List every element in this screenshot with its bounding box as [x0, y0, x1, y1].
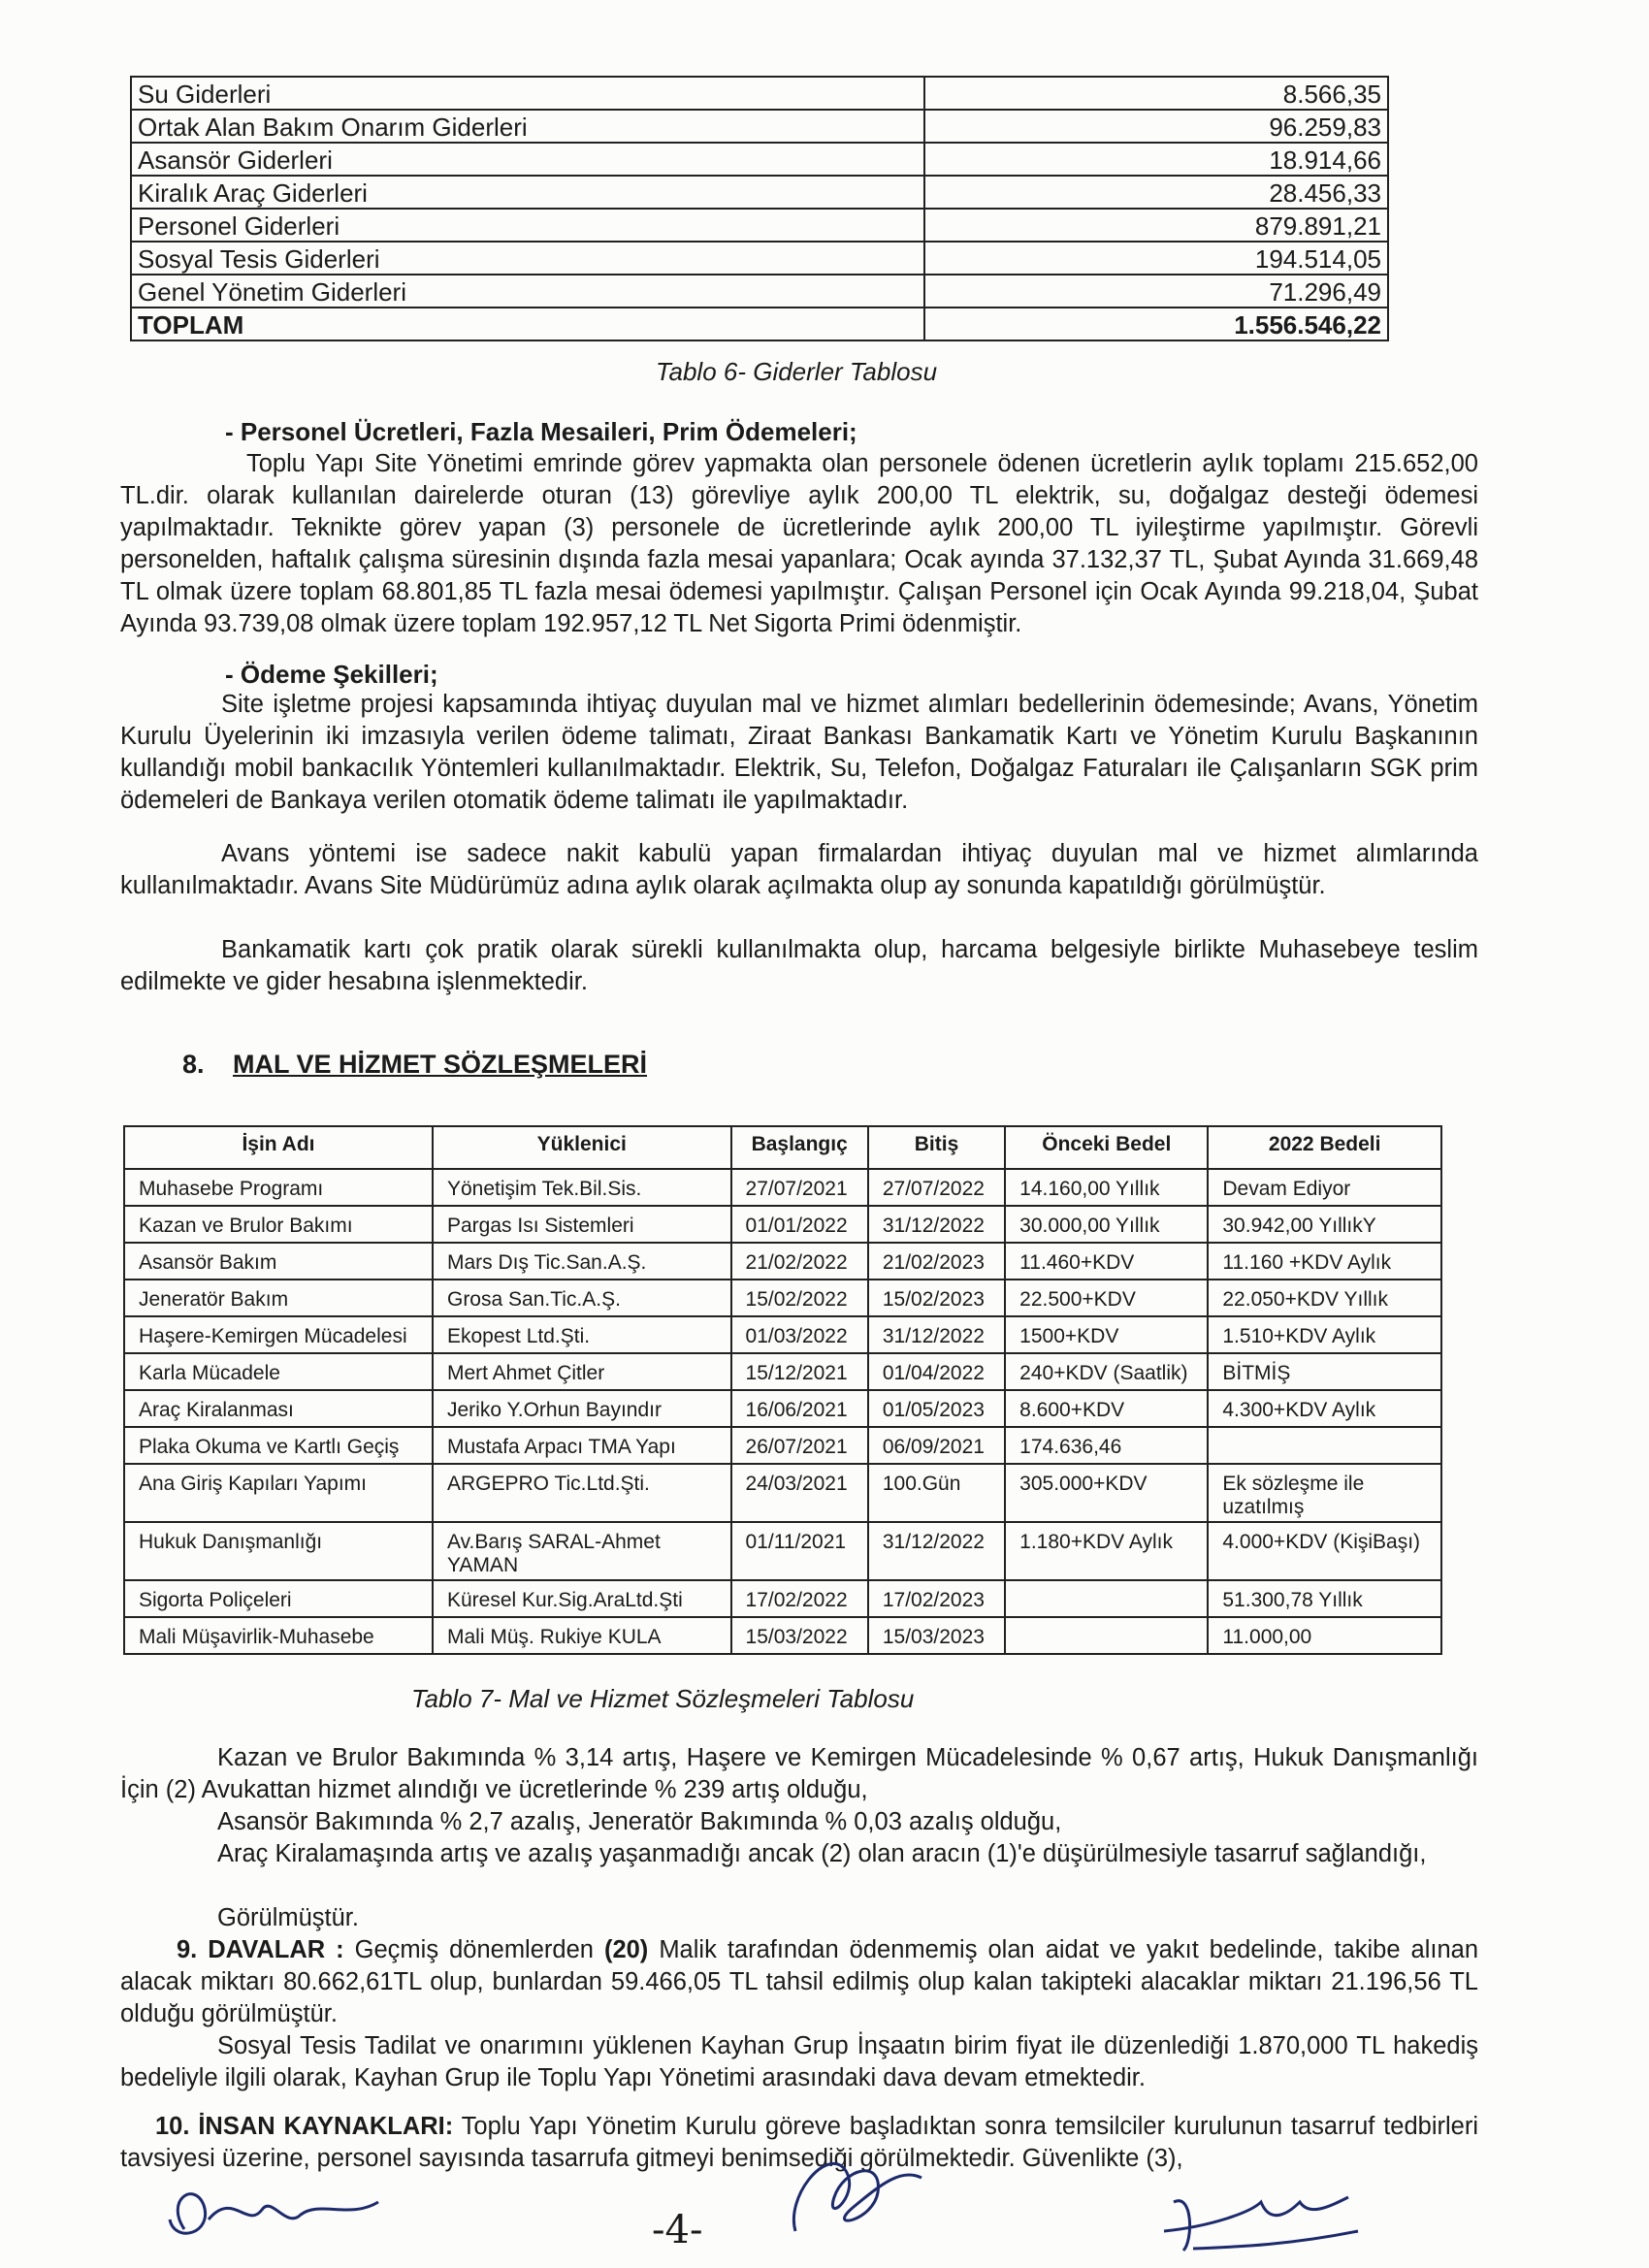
- payment-p3-text: Bankamatik kartı çok pratik olarak sürekli kullanılmakta olup, harcama belgesiyle birlikte Muhasebeye teslim edilmekte ve gider hesabına işlenmektedir.: [120, 936, 1478, 995]
- contract-row: [124, 1206, 1441, 1243]
- contract-cell: 01/04/2022: [868, 1353, 1005, 1390]
- contract-cell: Ana Giriş Kapıları Yapımı: [124, 1464, 433, 1522]
- personnel-heading: - Personel Ücretleri, Fazla Mesaileri, Prim Ödemeleri;: [225, 417, 857, 446]
- changes-paragraph-4: [120, 1902, 1478, 1934]
- contract-row: [124, 1169, 1441, 1206]
- contract-cell: 11.160 +KDV Aylık: [1208, 1243, 1441, 1280]
- contract-cell: Pargas Isı Sistemleri: [433, 1206, 731, 1243]
- contract-cell: Araç Kiralanması: [124, 1390, 433, 1427]
- expense-row: [131, 209, 1388, 242]
- contract-cell: [1005, 1580, 1208, 1617]
- contract-cell: 30.000,00 Yıllık: [1005, 1206, 1208, 1243]
- contract-cell: 11.000,00: [1208, 1617, 1441, 1654]
- payment-heading: - Ödeme Şekilleri;: [225, 660, 438, 689]
- section8-heading: MAL VE HİZMET SÖZLEŞMELERİ: [233, 1050, 648, 1079]
- contract-cell: 11.460+KDV: [1005, 1243, 1208, 1280]
- contract-cell: Mert Ahmet Çitler: [433, 1353, 731, 1390]
- expense-name: Su Giderleri: [131, 77, 924, 110]
- changes-p2-text: Asansör Bakımında % 2,7 azalış, Jeneratör Bakımında % 0,03 azalış olduğu,: [217, 1808, 1062, 1835]
- table7-caption: Tablo 7- Mal ve Hizmet Sözleşmeleri Tablosu: [411, 1684, 915, 1713]
- contract-cell: Mali Müş. Rukiye KULA: [433, 1617, 731, 1654]
- section10-label: 10. İNSAN KAYNAKLARI:: [155, 2113, 454, 2140]
- expense-value: 71.296,49: [924, 275, 1388, 308]
- payment-paragraph-2: [120, 838, 1478, 902]
- contract-cell: 14.160,00 Yıllık: [1005, 1169, 1208, 1206]
- contract-cell: 51.300,78 Yıllık: [1208, 1580, 1441, 1617]
- contract-cell: [1208, 1427, 1441, 1464]
- section10-text: Toplu Yapı Yönetim Kurulu göreve başladıktan sonra temsilciler kurulunun tasarruf tedbirleri tavsiyesi üzerine, personel sayısında tasarrufa gitmeyi benimsediği görülmektedir. Güvenlikte (3),: [120, 2113, 1478, 2172]
- contracts-header-cell: 2022 Bedeli: [1208, 1126, 1441, 1169]
- contract-cell: 1.510+KDV Aylık: [1208, 1316, 1441, 1353]
- contract-cell: Av.Barış SARAL-Ahmet YAMAN: [433, 1522, 731, 1580]
- section8-number: 8.: [182, 1050, 205, 1079]
- contract-cell: Yönetişim Tek.Bil.Sis.: [433, 1169, 731, 1206]
- contract-row: [124, 1427, 1441, 1464]
- expense-name: Ortak Alan Bakım Onarım Giderleri: [131, 110, 924, 143]
- contract-cell: 16/06/2021: [731, 1390, 868, 1427]
- contracts-header-cell: Başlangıç: [731, 1126, 868, 1169]
- contract-cell: 01/01/2022: [731, 1206, 868, 1243]
- contract-cell: 15/03/2022: [731, 1617, 868, 1654]
- expense-row: [131, 275, 1388, 308]
- changes-p1-text: Kazan ve Brulor Bakımında % 3,14 artış, Haşere ve Kemirgen Mücadelesinde % 0,67 artış, Hukuk Danışmanlığı İçin (2) Avukattan hizmet alındığı ve ücretlerinde % 239 artış olduğu,: [120, 1744, 1478, 1803]
- contract-cell: Sigorta Poliçeleri: [124, 1580, 433, 1617]
- expense-value: 8.566,35: [924, 77, 1388, 110]
- contract-cell: 240+KDV (Saatlik): [1005, 1353, 1208, 1390]
- expense-value: 28.456,33: [924, 176, 1388, 209]
- contract-cell: BİTMİŞ: [1208, 1353, 1441, 1390]
- expense-value: 96.259,83: [924, 110, 1388, 143]
- expense-row: [131, 77, 1388, 110]
- payment-p2-text: Avans yöntemi ise sadece nakit kabulü yapan firmalardan ihtiyaç duyulan mal ve hizmet alımlarında kullanılmaktadır. Avans Site Müdürümüz adına aylık olarak açılmakta olup ay sonunda kapatıldığı görülmüştür.: [120, 840, 1478, 899]
- signature-middle: [766, 2139, 960, 2246]
- contract-cell: Mars Dış Tic.San.A.Ş.: [433, 1243, 731, 1280]
- payment-p1-text: Site işletme projesi kapsamında ihtiyaç duyulan mal ve hizmet alımları bedellerinin ödemesinde; Avans, Yönetim Kurulu Üyelerinin iki imzasıyla verilen ödeme talimatı, Ziraat Bankası Bankamatik Kartı ve Yönetim Kurulu Başkanının kullandığı mobil bankacılık Yöntemleri kullanılmaktadır. Elektrik, Su, Telefon, Doğalgaz Faturaları ile Çalışanların SGK prim ödemeleri de Bankaya verilen otomatik ödeme talimatı ile yapılmaktadır.: [120, 691, 1478, 814]
- contract-cell: 01/05/2023: [868, 1390, 1005, 1427]
- signature-left: [155, 2161, 407, 2249]
- personnel-body: Toplu Yapı Site Yönetimi emrinde görev yapmakta olan personele ödenen ücretlerin aylık toplamı 215.652,00 TL.dir. olarak kullanılan dairelerde oturan (13) görevliye aylık 200,00 TL elektrik, su, doğalgaz desteği ödemesi yapılmaktadır. Teknikte görev yapan (3) personele de ücretlerinde aylık 200,00 TL iyileştirme yapılmıştır. Görevli personelden, haftalık çalışma süresinin dışında fazla mesai yapanlara; Ocak ayında 37.132,37 TL, Şubat Ayında 31.669,48 TL olmak üzere toplam 68.801,85 TL fazla mesai ödemesi yapılmıştır. Çalışan Personel için Ocak Ayında 99.218,04, Şubat Ayında 93.739,08 olmak üzere toplam 192.957,12 TL Net Sigorta Primi ödenmiştir.: [120, 450, 1478, 637]
- contracts-header-cell: İşin Adı: [124, 1126, 433, 1169]
- expense-total-row: [131, 308, 1388, 340]
- contract-cell: Mustafa Arpacı TMA Yapı: [433, 1427, 731, 1464]
- contract-cell: 26/07/2021: [731, 1427, 868, 1464]
- personnel-paragraph: [120, 448, 1478, 640]
- expense-name: Asansör Giderleri: [131, 143, 924, 176]
- expense-value: 194.514,05: [924, 242, 1388, 275]
- expense-name: Genel Yönetim Giderleri: [131, 275, 924, 308]
- contract-row: [124, 1390, 1441, 1427]
- contract-cell: 15/03/2023: [868, 1617, 1005, 1654]
- expense-row: [131, 242, 1388, 275]
- expense-total-value: 1.556.546,22: [924, 308, 1388, 340]
- contract-cell: 27/07/2021: [731, 1169, 868, 1206]
- contract-cell: 15/02/2022: [731, 1280, 868, 1316]
- contract-row: [124, 1280, 1441, 1316]
- contracts-header-cell: Yüklenici: [433, 1126, 731, 1169]
- contract-cell: Haşere-Kemirgen Mücadelesi: [124, 1316, 433, 1353]
- expense-row: [131, 143, 1388, 176]
- contract-cell: Grosa San.Tic.A.Ş.: [433, 1280, 731, 1316]
- changes-paragraph-1: [120, 1742, 1478, 1806]
- table6-caption: Tablo 6- Giderler Tablosu: [656, 357, 938, 386]
- section9-text-a: Geçmiş dönemlerden: [343, 1936, 604, 1963]
- contracts-header-row: [124, 1126, 1441, 1169]
- section8-title: [182, 1050, 647, 1080]
- section9-count: (20): [603, 1936, 649, 1963]
- contract-cell: 4.300+KDV Aylık: [1208, 1390, 1441, 1427]
- contract-cell: 15/02/2023: [868, 1280, 1005, 1316]
- contract-row: [124, 1243, 1441, 1280]
- contract-cell: 17/02/2023: [868, 1580, 1005, 1617]
- contract-cell: Plaka Okuma ve Kartlı Geçiş: [124, 1427, 433, 1464]
- contract-cell: 21/02/2022: [731, 1243, 868, 1280]
- payment-paragraph-3: [120, 934, 1478, 998]
- contract-cell: 06/09/2021: [868, 1427, 1005, 1464]
- section9-paragraph: [120, 1934, 1478, 2030]
- payment-paragraph-1: [120, 689, 1478, 817]
- contract-cell: 17/02/2022: [731, 1580, 868, 1617]
- contract-cell: 31/12/2022: [868, 1316, 1005, 1353]
- contract-cell: Ek sözleşme ile uzatılmış: [1208, 1464, 1441, 1522]
- section9-label: 9. DAVALAR :: [177, 1936, 344, 1963]
- expense-name: Kiralık Araç Giderleri: [131, 176, 924, 209]
- contract-cell: 1.180+KDV Aylık: [1005, 1522, 1208, 1580]
- expense-value: 18.914,66: [924, 143, 1388, 176]
- contract-cell: 1500+KDV: [1005, 1316, 1208, 1353]
- contract-cell: Asansör Bakım: [124, 1243, 433, 1280]
- expense-name: Sosyal Tesis Giderleri: [131, 242, 924, 275]
- contract-cell: ARGEPRO Tic.Ltd.Şti.: [433, 1464, 731, 1522]
- contract-cell: 31/12/2022: [868, 1522, 1005, 1580]
- contract-cell: 100.Gün: [868, 1464, 1005, 1522]
- contract-row: [124, 1580, 1441, 1617]
- contract-cell: Hukuk Danışmanlığı: [124, 1522, 433, 1580]
- contract-cell: 31/12/2022: [868, 1206, 1005, 1243]
- expense-name: Personel Giderleri: [131, 209, 924, 242]
- expense-value: 879.891,21: [924, 209, 1388, 242]
- contract-cell: 174.636,46: [1005, 1427, 1208, 1464]
- section9-text-b: Malik tarafından ödenmemiş olan aidat ve yakıt bedelinde, takibe alınan alacak miktarı 80.662,61TL olup, bunlardan 59.466,05 TL tahsil edilmiş olup kalan takipteki alacaklar miktarı 21.196,56 TL olduğu görülmüştür.: [120, 1936, 1478, 2027]
- contract-cell: 22.500+KDV: [1005, 1280, 1208, 1316]
- contract-row: [124, 1522, 1441, 1580]
- contract-row: [124, 1316, 1441, 1353]
- contract-cell: 21/02/2023: [868, 1243, 1005, 1280]
- page-number: -4-: [652, 2208, 703, 2252]
- contract-cell: 15/12/2021: [731, 1353, 868, 1390]
- contract-cell: Jeriko Y.Orhun Bayındır: [433, 1390, 731, 1427]
- contract-cell: [1005, 1617, 1208, 1654]
- contract-cell: Küresel Kur.Sig.AraLtd.Şti: [433, 1580, 731, 1617]
- contract-row: [124, 1353, 1441, 1390]
- section9-paragraph-2: [120, 2030, 1478, 2094]
- contracts-header-cell: Bitiş: [868, 1126, 1005, 1169]
- changes-p3-text: Araç Kiralamaşında artış ve azalış yaşanmadığı ancak (2) olan aracın (1)'e düşürülmesiyle tasarruf sağlandığı,: [217, 1840, 1427, 1867]
- contract-row: [124, 1617, 1441, 1654]
- contract-cell: Karla Mücadele: [124, 1353, 433, 1390]
- section9-p2-text: Sosyal Tesis Tadilat ve onarımını yüklenen Kayhan Grup İnşaatın birim fiyat ile düzenlediği 1.870,000 TL hakediş bedeliyle ilgili olarak, Kayhan Grup ile Toplu Yapı Yönetimi arasındaki dava devam etmektedir.: [120, 2032, 1478, 2091]
- contract-cell: Jeneratör Bakım: [124, 1280, 433, 1316]
- contract-cell: Ekopest Ltd.Şti.: [433, 1316, 731, 1353]
- contract-cell: 24/03/2021: [731, 1464, 868, 1522]
- contract-cell: 27/07/2022: [868, 1169, 1005, 1206]
- contract-cell: 01/11/2021: [731, 1522, 868, 1580]
- contracts-header-cell: Önceki Bedel: [1005, 1126, 1208, 1169]
- contract-cell: Devam Ediyor: [1208, 1169, 1441, 1206]
- changes-paragraph-3: [120, 1838, 1478, 1870]
- changes-p4-text: Görülmüştür.: [217, 1904, 359, 1931]
- contract-cell: 305.000+KDV: [1005, 1464, 1208, 1522]
- contract-cell: 30.942,00 YıllıkY: [1208, 1206, 1441, 1243]
- contract-cell: 22.050+KDV Yıllık: [1208, 1280, 1441, 1316]
- expenses-table: [130, 76, 1389, 341]
- contract-cell: Kazan ve Brulor Bakımı: [124, 1206, 433, 1243]
- contract-cell: 4.000+KDV (KişiBaşı): [1208, 1522, 1441, 1580]
- changes-paragraph-2: [120, 1806, 1478, 1838]
- contracts-table: [123, 1125, 1442, 1655]
- expense-row: [131, 110, 1388, 143]
- expense-row: [131, 176, 1388, 209]
- contract-cell: Muhasebe Programı: [124, 1169, 433, 1206]
- contract-cell: Mali Müşavirlik-Muhasebe: [124, 1617, 433, 1654]
- contract-row: [124, 1464, 1441, 1522]
- expense-total-label: TOPLAM: [131, 308, 924, 340]
- contract-cell: 8.600+KDV: [1005, 1390, 1208, 1427]
- signature-right: [1154, 2173, 1377, 2260]
- contract-cell: 01/03/2022: [731, 1316, 868, 1353]
